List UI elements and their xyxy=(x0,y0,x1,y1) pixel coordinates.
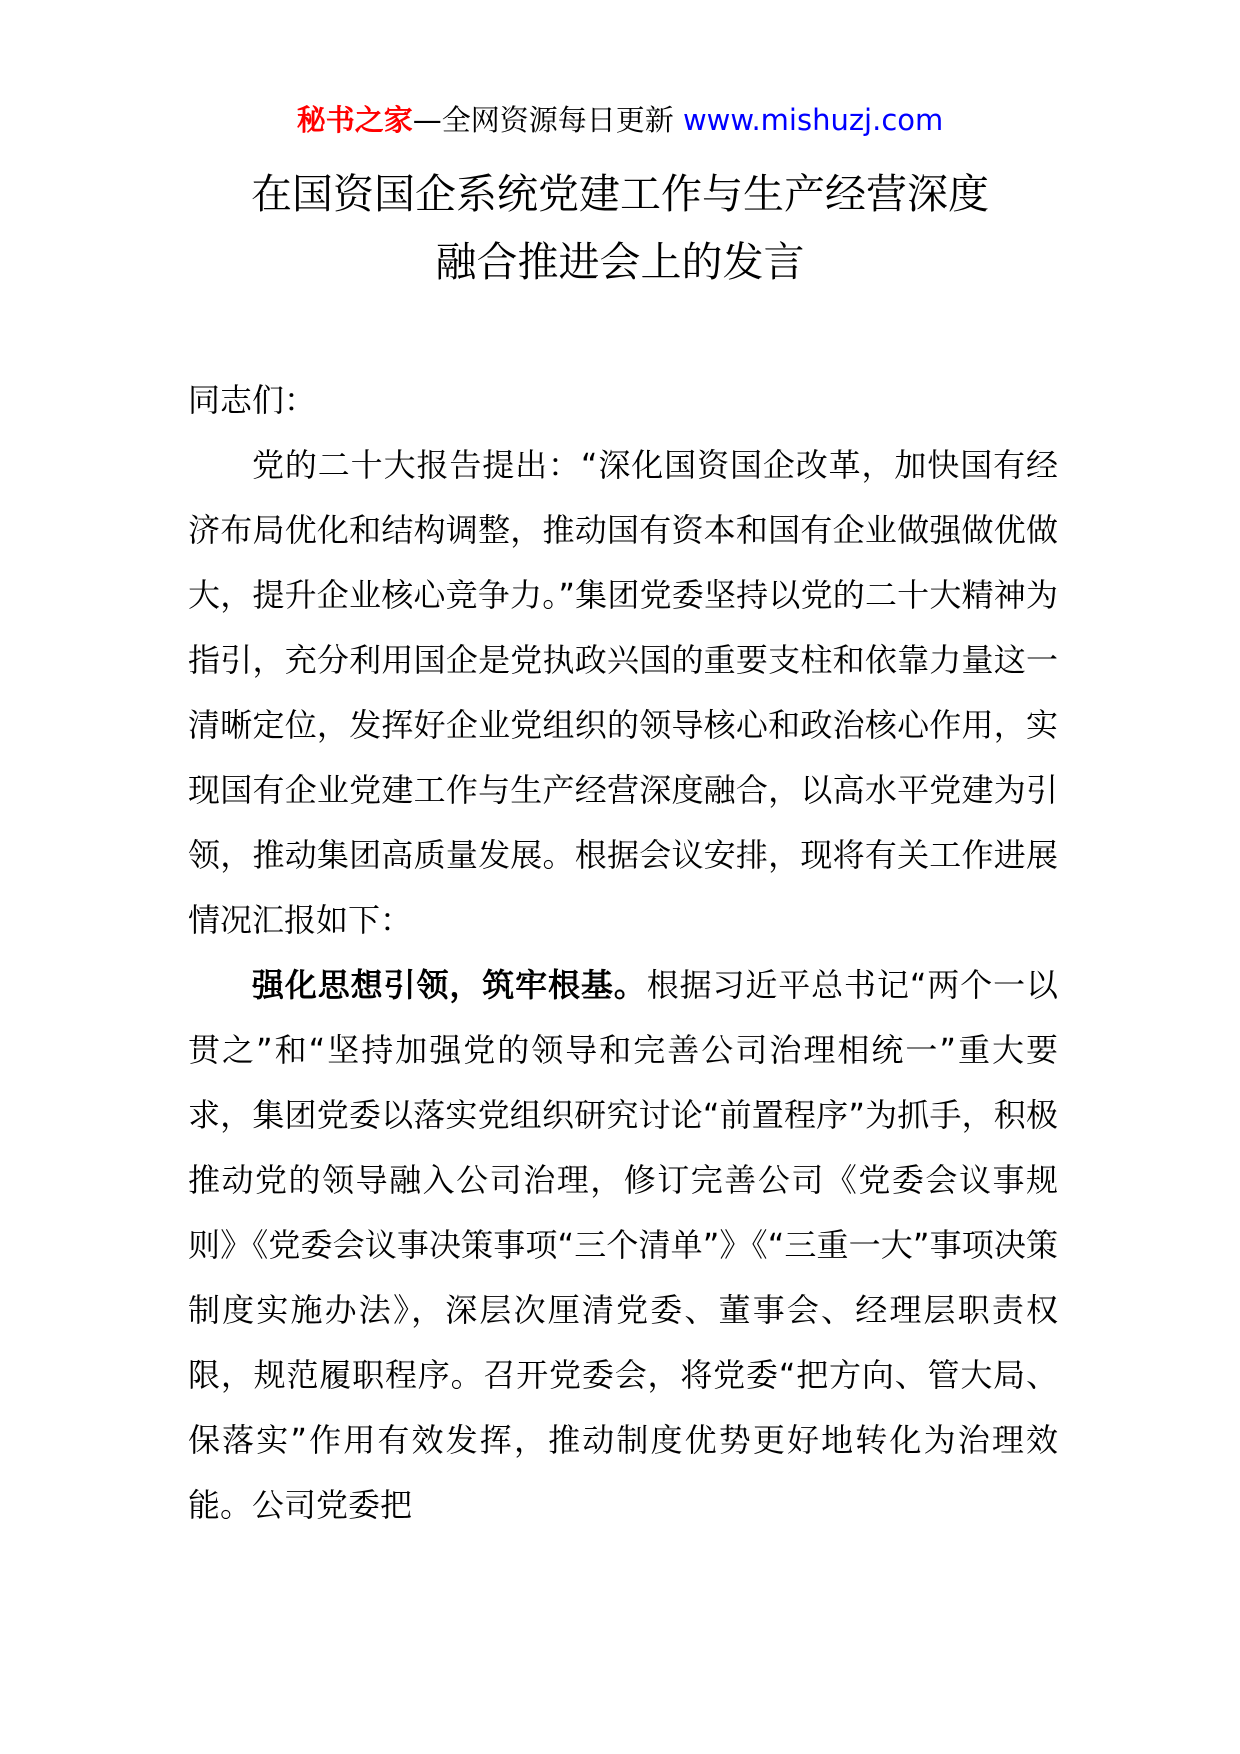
document-body xyxy=(188,368,1058,1538)
paragraph-text: 根据习近平总书记“两个一以贯之”和“坚持加强党的领导和完善公司治理相统一”重大要求，集团党委以落实党组织研究讨论“前置程序”为抓手，积极推动党的领导融入公司治理，修订完善公司《党委会议事规则》《党委会议事决策事项“三个清单”》《“三重一大”事项决策制度实施办法》，深层次厘清党委、董事会、经理层职责权限，规范履职程序。召开党委会，将党委“把方向、管大局、保落实”作用有效发挥，推动制度优势更好地转化为治理效能。公司党委把 xyxy=(188,966,1058,1524)
site-name: 秘书之家 xyxy=(296,103,413,137)
paragraph-ideology xyxy=(188,953,1058,1538)
salutation: 同志们： xyxy=(188,381,317,419)
site-slogan: —全网资源每日更新 xyxy=(412,103,683,137)
title-line-1: 在国资国企系统党建工作与生产经营深度 xyxy=(251,170,989,218)
paragraph-text: 党的二十大报告提出：“深化国资国企改革，加快国有经济布局优化和结构调整，推动国有资本和国有企业做强做优做大，提升企业核心竞争力。”集团党委坚持以党的二十大精神为指引，充分利用国企是党执政兴国的重要支柱和依靠力量这一清晰定位，发挥好企业党组织的领导核心和政治核心作用，实现国有企业党建工作与生产经营深度融合，以高水平党建为引领，推动集团高质量发展。根据会议安排，现将有关工作进展情况汇报如下： xyxy=(188,446,1058,939)
paragraph-lead: 强化思想引领，筑牢根基。 xyxy=(252,966,647,1004)
paragraph-intro xyxy=(188,433,1058,953)
title-line-2: 融合推进会上的发言 xyxy=(435,238,805,286)
document-title xyxy=(0,160,1240,296)
site-url-link[interactable]: www.mishuzj.com xyxy=(682,103,944,137)
site-header xyxy=(0,100,1240,140)
